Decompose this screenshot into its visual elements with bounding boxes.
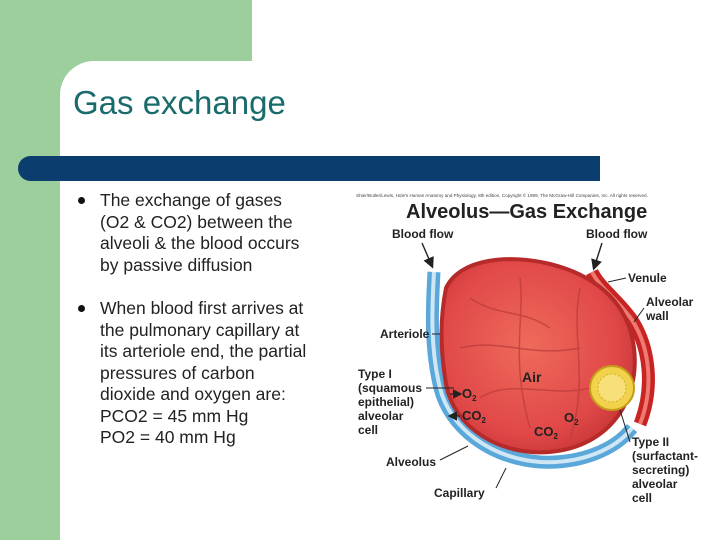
label-co2-left: $CO_2$	[462, 408, 486, 425]
leader-alveolus	[440, 446, 468, 460]
label-type-i-line4: alveolar	[358, 409, 404, 423]
label-blood-flow-right: Blood flow	[586, 227, 648, 241]
label-o2-left: $O_2$	[462, 386, 477, 403]
bullet-text-line: pressures of carbon	[100, 362, 255, 383]
label-type-ii-line1: Type II	[632, 435, 670, 449]
label-type-ii-line2: (surfactant-	[632, 449, 699, 463]
label-type-i-line5: cell	[358, 423, 379, 437]
label-type-ii-line3: secreting)	[632, 463, 690, 477]
bullet-list	[75, 190, 345, 471]
slide-title: Gas exchange	[73, 84, 286, 121]
label-arteriole: Arteriole	[380, 327, 430, 341]
bullet-dot-icon	[78, 305, 85, 312]
label-alveolar-wall-line2: wall	[646, 309, 669, 323]
label-air: Air	[522, 369, 542, 385]
label-co2-bottom: $CO_2$	[534, 424, 558, 441]
bullet-item	[75, 190, 345, 276]
label-type-ii-line4: alveolar	[632, 477, 678, 491]
bullet-item	[75, 298, 345, 449]
leader-venule	[608, 278, 626, 282]
bullet-text-line: its arteriole end, the partial	[100, 341, 307, 361]
figure-credit: Shier/Butler/Lewis, Hole's Human Anatomy and Physiology, 8th edition, Copyright © 1999, The McGraw-Hill Companies, Inc. All rights reserved.	[356, 193, 648, 198]
label-capillary: Capillary	[434, 486, 485, 500]
bullet-text-line: alveoli & the blood occurs	[100, 233, 300, 253]
label-type-i-line2: (squamous	[358, 381, 423, 395]
label-venule: Venule	[628, 271, 667, 285]
leader-capillary	[496, 468, 506, 488]
bullet-dot-icon	[78, 197, 85, 204]
type-ii-cell-core	[598, 374, 626, 402]
figure-title: Alveolus—Gas Exchange	[406, 201, 648, 223]
label-alveolus: Alveolus	[386, 455, 437, 469]
label-alveolar-wall-line1: Alveolar	[646, 295, 694, 309]
bullet-text-line: dioxide and oxygen are:	[100, 384, 286, 404]
label-type-i-line3: epithelial)	[358, 395, 415, 409]
title-divider-bar	[18, 156, 600, 181]
label-type-i-line1: Type I	[358, 367, 392, 381]
arrow-blood-flow-right	[594, 243, 602, 268]
label-blood-flow-left: Blood flow	[392, 227, 454, 241]
bullet-text-line: (O2 & CO2) between the	[100, 211, 293, 232]
label-o2-right: $O_2$	[564, 410, 579, 427]
green-side-bar	[0, 0, 62, 540]
label-type-ii-line5: cell	[632, 491, 653, 505]
bullet-text-line: The exchange of gases	[100, 190, 282, 210]
bullet-text-line: PO2 = 40 mm Hg	[100, 427, 236, 447]
bullet-text-line: by passive diffusion	[100, 254, 253, 275]
bullet-text-line: When blood first arrives at	[100, 298, 304, 318]
bullet-text-line: PCO2 = 45 mm Hg	[100, 405, 249, 426]
bullet-text-line: the pulmonary capillary at	[100, 319, 300, 340]
arrow-blood-flow-left	[422, 243, 432, 266]
alveolus-gas-exchange-figure	[350, 188, 720, 510]
